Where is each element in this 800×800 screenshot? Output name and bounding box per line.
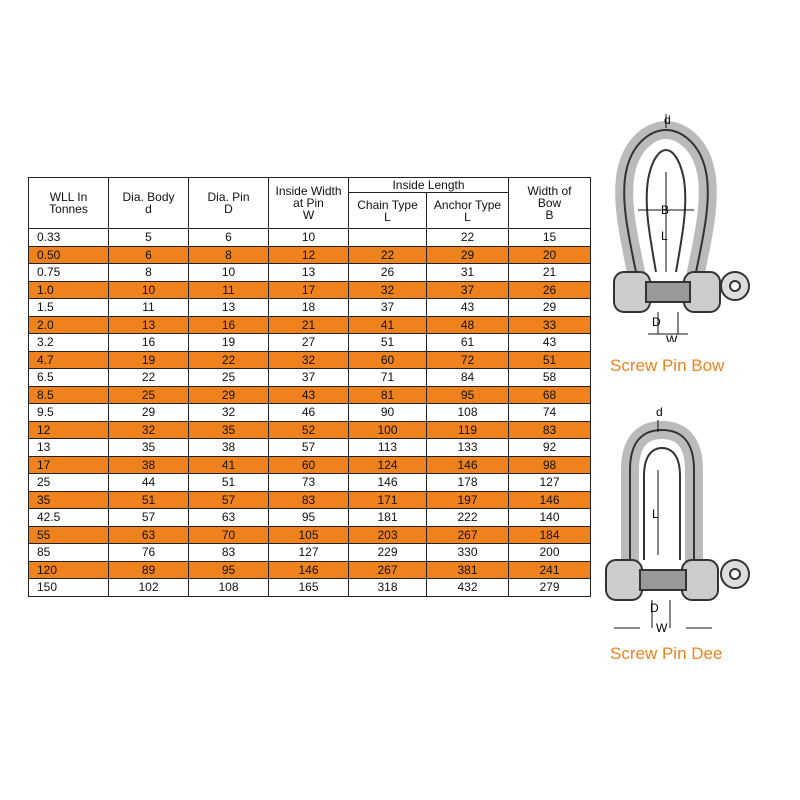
bow-label-d: d [664,113,671,127]
table-cell: 8.5 [29,386,109,404]
table-cell: 124 [349,456,427,474]
table-cell: 146 [509,491,591,509]
table-cell: 381 [427,561,509,579]
table-cell: 37 [427,281,509,299]
table-cell: 51 [349,334,427,352]
screw-pin-bow-diagram [600,112,770,342]
table-cell: 32 [189,404,269,422]
table-cell: 6 [109,246,189,264]
table-row [29,316,591,334]
table-cell: 22 [427,229,509,247]
table-cell: 95 [269,509,349,527]
table-row [29,526,591,544]
table-cell: 46 [269,404,349,422]
table-row [29,299,591,317]
table-cell: 43 [269,386,349,404]
table-cell: 11 [109,299,189,317]
table-cell: 146 [269,561,349,579]
screw-pin-dee-diagram [600,400,770,640]
header-inside-length: Inside Length [349,178,509,193]
table-cell: 203 [349,526,427,544]
table-cell: 5 [109,229,189,247]
table-row [29,351,591,369]
header-anchor-type: Anchor Type L [427,193,509,229]
bow-label-l: L [661,229,668,243]
table-cell: 19 [109,351,189,369]
table-cell [349,229,427,247]
table-cell: 318 [349,579,427,597]
table-cell: 32 [269,351,349,369]
table-cell: 29 [427,246,509,264]
table-cell: 35 [109,439,189,457]
table-cell: 55 [29,526,109,544]
table-cell: 12 [29,421,109,439]
table-cell: 2.0 [29,316,109,334]
table-cell: 22 [189,351,269,369]
table-cell: 102 [109,579,189,597]
table-row [29,281,591,299]
dee-label-pin: D [650,601,659,615]
table-cell: 38 [109,456,189,474]
bow-label-b: B [661,203,670,217]
table-cell: 17 [269,281,349,299]
table-row [29,439,591,457]
table-cell: 9.5 [29,404,109,422]
table-row [29,334,591,352]
header-dia-body: Dia. Body d [109,178,189,229]
table-cell: 70 [189,526,269,544]
table-cell: 1.5 [29,299,109,317]
table-cell: 41 [189,456,269,474]
spec-table-body [29,229,591,597]
table-cell: 432 [427,579,509,597]
table-cell: 229 [349,544,427,562]
table-cell: 60 [349,351,427,369]
table-cell: 200 [509,544,591,562]
table-cell: 0.50 [29,246,109,264]
table-cell: 51 [109,491,189,509]
table-cell: 181 [349,509,427,527]
table-cell: 26 [509,281,591,299]
table-cell: 98 [509,456,591,474]
table-cell: 6 [189,229,269,247]
table-cell: 13 [109,316,189,334]
table-cell: 63 [109,526,189,544]
table-cell: 279 [509,579,591,597]
table-cell: 72 [427,351,509,369]
table-cell: 184 [509,526,591,544]
header-wll: WLL In Tonnes [29,178,109,229]
table-cell: 37 [349,299,427,317]
table-cell: 22 [109,369,189,387]
table-cell: 63 [189,509,269,527]
table-row [29,246,591,264]
bow-shackle-drawing [600,112,770,342]
table-row [29,561,591,579]
table-row [29,579,591,597]
dee-pin [606,560,749,600]
table-cell: 222 [427,509,509,527]
table-cell: 74 [509,404,591,422]
table-cell: 37 [269,369,349,387]
table-cell: 108 [189,579,269,597]
table-cell: 89 [109,561,189,579]
bow-pin [614,272,749,312]
table-cell: 171 [349,491,427,509]
table-cell: 90 [349,404,427,422]
table-cell: 29 [509,299,591,317]
table-cell: 83 [509,421,591,439]
shackle-spec-table [28,177,591,597]
table-cell: 20 [509,246,591,264]
table-cell: 10 [109,281,189,299]
dee-shackle-drawing [600,400,770,640]
screw-pin-bow-caption: Screw Pin Bow [610,356,725,375]
dee-label-d: d [656,405,663,419]
table-cell: 178 [427,474,509,492]
table-cell: 10 [269,229,349,247]
table-cell: 26 [349,264,427,282]
table-cell: 58 [509,369,591,387]
table-row [29,229,591,247]
table-cell: 0.33 [29,229,109,247]
table-cell: 21 [509,264,591,282]
table-row [29,421,591,439]
table-cell: 1.0 [29,281,109,299]
table-cell: 100 [349,421,427,439]
table-cell: 330 [427,544,509,562]
table-cell: 68 [509,386,591,404]
table-cell: 16 [189,316,269,334]
table-cell: 127 [269,544,349,562]
table-cell: 31 [427,264,509,282]
table-cell: 13 [269,264,349,282]
table-cell: 57 [269,439,349,457]
table-cell: 29 [189,386,269,404]
table-cell: 146 [427,456,509,474]
table-row [29,544,591,562]
dee-label-w: W [656,621,668,635]
table-cell: 119 [427,421,509,439]
table-cell: 113 [349,439,427,457]
table-cell: 25 [189,369,269,387]
table-cell: 83 [269,491,349,509]
table-cell: 76 [109,544,189,562]
table-cell: 8 [189,246,269,264]
table-cell: 3.2 [29,334,109,352]
table-cell: 19 [189,334,269,352]
table-cell: 21 [269,316,349,334]
table-cell: 10 [189,264,269,282]
table-cell: 267 [427,526,509,544]
table-row [29,509,591,527]
table-cell: 83 [189,544,269,562]
table-cell: 32 [109,421,189,439]
dee-label-l: L [652,507,659,521]
table-cell: 241 [509,561,591,579]
table-cell: 57 [189,491,269,509]
table-cell: 25 [109,386,189,404]
table-cell: 81 [349,386,427,404]
header-chain-type: Chain Type L [349,193,427,229]
table-cell: 25 [29,474,109,492]
table-cell: 95 [427,386,509,404]
header-bow-width: Width of Bow B [509,178,591,229]
table-cell: 0.75 [29,264,109,282]
table-cell: 6.5 [29,369,109,387]
table-cell: 13 [189,299,269,317]
table-cell: 85 [29,544,109,562]
dee-body [630,430,694,570]
table-cell: 267 [349,561,427,579]
table-cell: 32 [349,281,427,299]
table-cell: 43 [509,334,591,352]
table-cell: 57 [109,509,189,527]
table-cell: 33 [509,316,591,334]
table-cell: 51 [509,351,591,369]
table-cell: 165 [269,579,349,597]
table-cell: 150 [29,579,109,597]
table-cell: 16 [109,334,189,352]
header-dia-pin: Dia. Pin D [189,178,269,229]
table-cell: 197 [427,491,509,509]
table-cell: 44 [109,474,189,492]
table-cell: 35 [29,491,109,509]
table-cell: 108 [427,404,509,422]
table-cell: 17 [29,456,109,474]
bow-label-pin: D [652,315,661,329]
table-cell: 15 [509,229,591,247]
table-cell: 127 [509,474,591,492]
table-cell: 35 [189,421,269,439]
table-row [29,456,591,474]
table-cell: 8 [109,264,189,282]
table-cell: 38 [189,439,269,457]
table-cell: 52 [269,421,349,439]
table-cell: 71 [349,369,427,387]
table-row [29,386,591,404]
table-cell: 105 [269,526,349,544]
table-row [29,404,591,422]
table-cell: 84 [427,369,509,387]
table-cell: 4.7 [29,351,109,369]
screw-pin-dee-caption: Screw Pin Dee [610,644,723,663]
table-cell: 29 [109,404,189,422]
table-cell: 43 [427,299,509,317]
table-cell: 42.5 [29,509,109,527]
table-cell: 146 [349,474,427,492]
table-cell: 22 [349,246,427,264]
table-cell: 51 [189,474,269,492]
table-cell: 41 [349,316,427,334]
table-cell: 95 [189,561,269,579]
table-row [29,264,591,282]
table-cell: 27 [269,334,349,352]
table-cell: 18 [269,299,349,317]
table-cell: 120 [29,561,109,579]
table-cell: 140 [509,509,591,527]
table-row [29,474,591,492]
bow-label-w: W [666,333,678,342]
table-cell: 73 [269,474,349,492]
table-cell: 48 [427,316,509,334]
table-row [29,369,591,387]
table-cell: 60 [269,456,349,474]
table-cell: 133 [427,439,509,457]
table-cell: 11 [189,281,269,299]
table-cell: 12 [269,246,349,264]
table-cell: 13 [29,439,109,457]
table-cell: 92 [509,439,591,457]
table-cell: 61 [427,334,509,352]
table-row [29,491,591,509]
header-inside-width: Inside Width at Pin W [269,178,349,229]
